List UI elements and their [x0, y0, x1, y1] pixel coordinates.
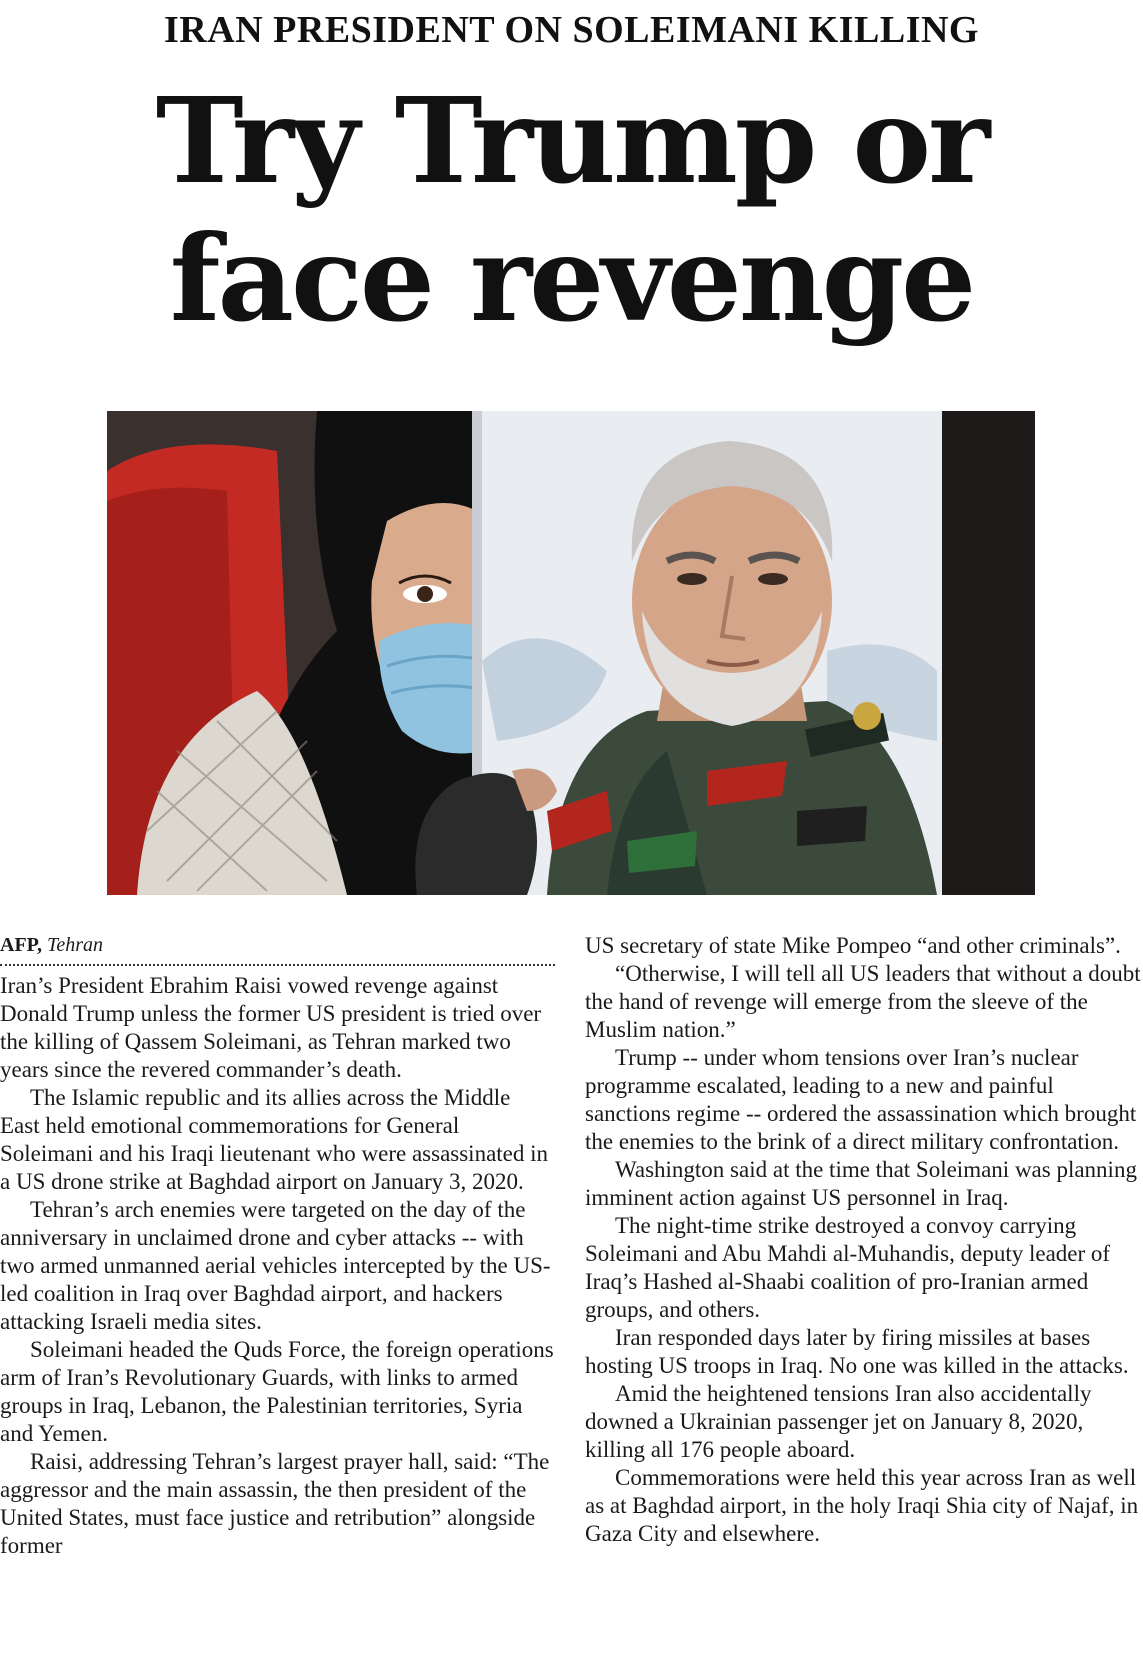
article-paragraph: The Islamic republic and its allies across the Middle East held emotional commemorations for General Soleimani and his Iraqi lieutenant who were assassinated in a US drone strike at Baghdad airport on January 3, 2020. — [0, 1085, 549, 1194]
news-photo — [107, 411, 1035, 895]
article-paragraph: “Otherwise, I will tell all US leaders that without a doubt the hand of revenge will emerge from the sleeve of the Muslim nation.” — [585, 961, 1141, 1042]
byline-agency: AFP, — [0, 934, 43, 956]
article-column-left — [0, 932, 555, 1560]
photo-illustration — [107, 411, 1035, 895]
byline — [0, 932, 555, 966]
article-column-right — [585, 932, 1143, 1548]
headline-line-1: Try Trump or — [155, 71, 988, 210]
article-paragraph: Iran’s President Ebrahim Raisi vowed revenge against Donald Trump unless the former US president is tried over the killing of Qassem Soleimani, as Tehran marked two years since the revered commander’s death. — [0, 973, 542, 1082]
kicker-headline: IRAN PRESIDENT ON SOLEIMANI KILLING — [164, 9, 979, 51]
byline-place: Tehran — [47, 934, 103, 956]
article-paragraph: The night-time strike destroyed a convoy carrying Soleimani and Abu Mahdi al-Muhandis, deputy leader of Iraq’s Hashed al-Shaabi coalition of pro-Iranian armed groups, and others. — [585, 1213, 1111, 1322]
article-paragraph: Trump -- under whom tensions over Iran’s nuclear programme escalated, leading to a new and painful sanctions regime -- ordered the assassination which brought the enemies to the brink of a direct military confrontation. — [585, 1045, 1137, 1154]
article-paragraph: Iran responded days later by firing missiles at bases hosting US troops in Iraq. No one was killed in the attacks. — [585, 1325, 1129, 1378]
article-paragraph: Soleimani headed the Quds Force, the foreign operations arm of Iran’s Revolutionary Guards, with links to armed groups in Iraq, Lebanon, the Palestinian territories, Syria and Yemen. — [0, 1337, 554, 1446]
article-paragraph: Raisi, addressing Tehran’s largest prayer hall, said: “The aggressor and the main assassin, the then president of the United States, must face justice and retribution” alongside former — [0, 1449, 550, 1558]
headline-line-2: face revenge — [169, 209, 974, 348]
article-paragraph: Amid the heightened tensions Iran also accidentally downed a Ukrainian passenger jet on January 8, 2020, killing all 176 people aboard. — [585, 1381, 1092, 1462]
main-headline — [0, 72, 1143, 348]
article-paragraph: Commemorations were held this year across Iran as well as at Baghdad airport, in the holy Iraqi Shia city of Najaf, in Gaza City and elsewhere. — [585, 1465, 1139, 1546]
article-paragraph: Washington said at the time that Soleimani was planning imminent action against US personnel in Iraq. — [585, 1157, 1137, 1210]
article-paragraph: Tehran’s arch enemies were targeted on the day of the anniversary in unclaimed drone and cyber attacks -- with two armed unmanned aerial vehicles intercepted by the US-led coalition in Iraq over Baghdad airport, and hackers attacking Israeli media sites. — [0, 1197, 551, 1334]
article-paragraph: US secretary of state Mike Pompeo “and other criminals”. — [585, 933, 1121, 958]
